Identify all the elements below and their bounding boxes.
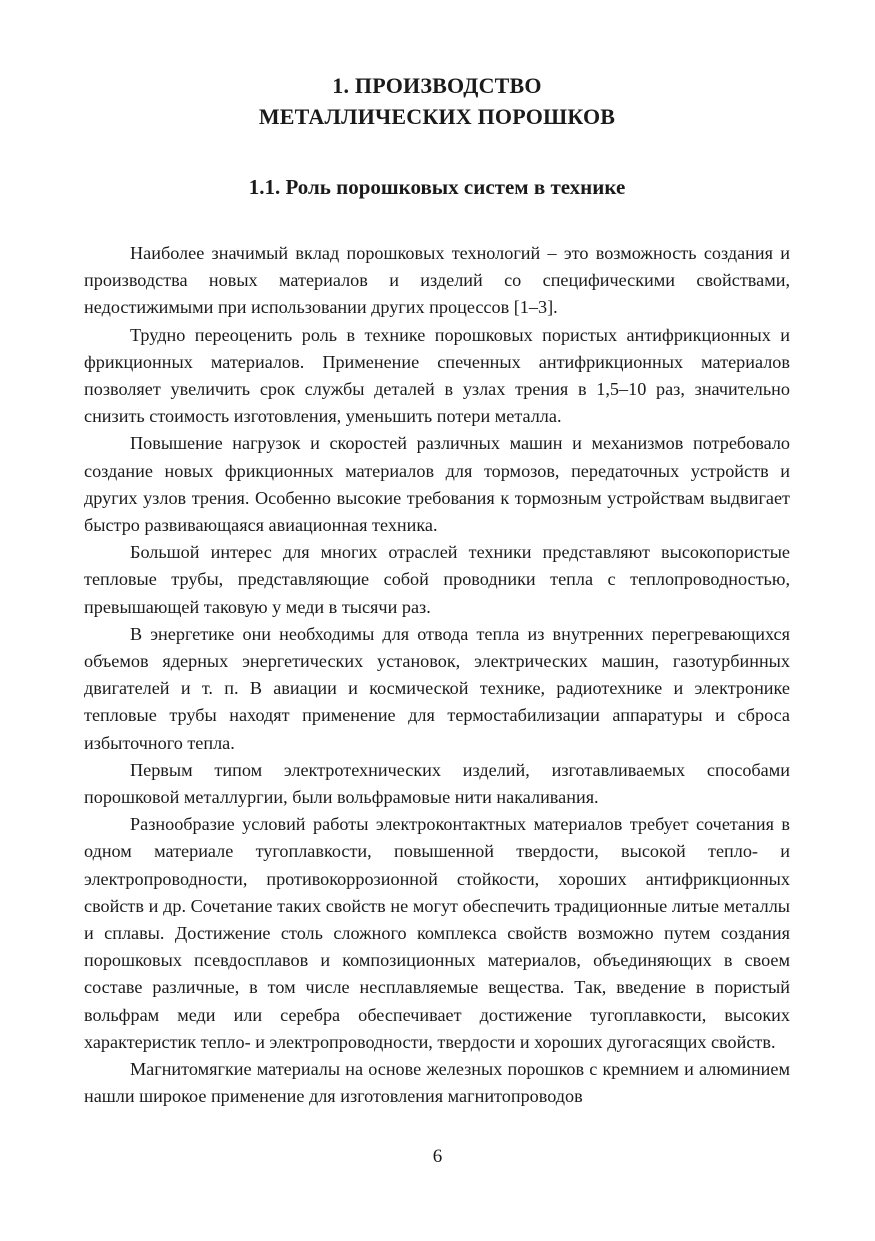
paragraph: Магнитомягкие материалы на основе железных порошков с кремнием и алюминием нашли широкое применение для изготовления магнитопроводов [84, 1059, 790, 1107]
paragraph: Наиболее значимый вклад порошковых технологий – это возможность создания и производства новых материалов и изделий со специфическими свойствами, недостижимыми при использовании других процессов [1–3]. [84, 243, 790, 318]
paragraph: Большой интерес для многих отраслей техники представляют высокопористые тепловые трубы, представляющие собой проводники тепла с теплопроводностью, превышающей таковую у меди в тысячи раз. [84, 542, 790, 617]
document-page [84, 70, 790, 1220]
chapter-title [84, 70, 790, 132]
section-title: 1.1. Роль порошковых систем в технике [248, 175, 626, 199]
page-number: 6 [432, 1146, 443, 1167]
chapter-title-line-1: 1. ПРОИЗВОДСТВО [332, 73, 542, 98]
paragraph: Повышение нагрузок и скоростей различных машин и механизмов потребовало создание новых фрикционных материалов для тормозов, передаточных устройств и других узлов трения. Особенно высокие требования к тормозным устройствам выдвигает быстро развивающаяся авиационная техника. [84, 433, 790, 536]
paragraph: Разнообразие условий работы электроконтактных материалов требует сочетания в одном материале тугоплавкости, повышенной твердости, высокой тепло- и электропроводности, противокоррозионной стойкости, хороших антифрикционных свойств и др. Сочетание таких свойств не могут обеспечить традиционные литые металлы и сплавы. Достижение столь сложного комплекса свойств возможно путем создания порошковых псевдосплавов и композиционных материалов, объединяющих в своем составе различные, в том числе несплавляемые вещества. Так, введение в пористый вольфрам меди или серебра обеспечивает достижение тугоплавкости, высоких характеристик тепло- и электропроводности, твердости и хороших дугогасящих свойств. [84, 814, 790, 1052]
paragraph: Трудно переоценить роль в технике порошковых пористых антифрикционных и фрикционных материалов. Применение спеченных антифрикционных материалов позволяет увеличить срок службы деталей в узлах трения в 1,5–10 раз, значительно снизить стоимость изготовления, уменьшить потери металла. [84, 324, 790, 427]
paragraph: В энергетике они необходимы для отвода тепла из внутренних перегревающихся объемов ядерных энергетических установок, электрических машин, газотурбинных двигателей и т. п. В авиации и космической технике, радиотехнике и электронике тепловые трубы находят применение для термостабилизации аппаратуры и сброса избыточного тепла. [84, 623, 790, 753]
paragraph: Первым типом электротехнических изделий, изготавливаемых способами порошковой металлургии, были вольфрамовые нити накаливания. [84, 759, 790, 808]
body-text [84, 240, 790, 1111]
chapter-title-line-2: МЕТАЛЛИЧЕСКИХ ПОРОШКОВ [258, 104, 616, 129]
